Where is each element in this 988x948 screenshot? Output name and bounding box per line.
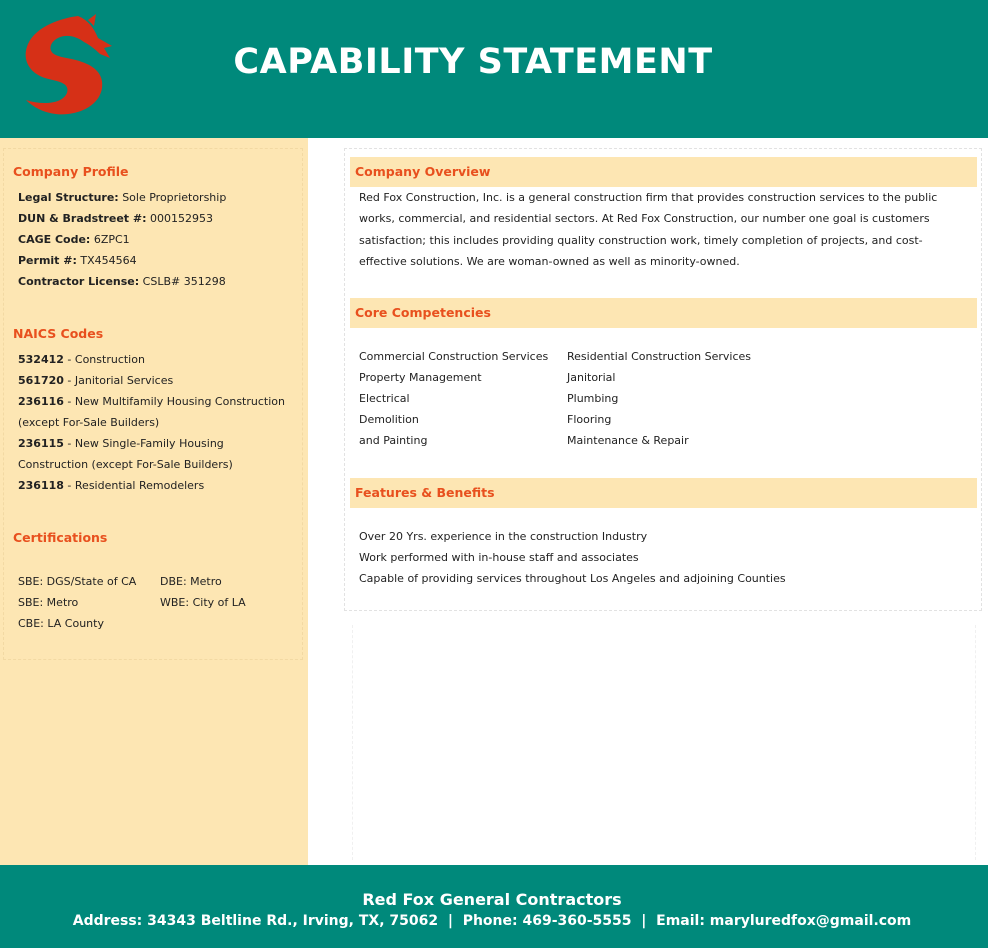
sidebar xyxy=(0,138,308,865)
competency-item: and Painting xyxy=(359,434,428,447)
page-footer xyxy=(0,865,988,948)
company-overview-section xyxy=(350,157,977,187)
naics-item: 236116 - New Multifamily Housing Construction (except For-Sale Builders) xyxy=(18,395,285,429)
footer-company-name: Red Fox General Contractors xyxy=(362,890,622,909)
empty-panel xyxy=(352,625,976,860)
certification-item: WBE: City of LA xyxy=(160,596,246,609)
profile-cage-code: CAGE Code: 6ZPC1 xyxy=(18,233,130,246)
competency-item: Commercial Construction Services xyxy=(359,350,549,363)
competency-item: Maintenance & Repair xyxy=(567,434,689,447)
profile-legal-structure: Legal Structure: Sole Proprietorship xyxy=(18,191,227,204)
features-benefits-section xyxy=(350,478,977,508)
page-header xyxy=(0,0,988,138)
features-benefits-heading: Features & Benefits xyxy=(355,485,495,500)
certifications-heading: Certifications xyxy=(13,530,108,545)
profile-contractor-license: Contractor License: CSLB# 351298 xyxy=(18,275,226,288)
company-overview-heading: Company Overview xyxy=(355,164,491,179)
naics-item: 236118 - Residential Remodelers xyxy=(18,479,205,492)
competency-item: Electrical xyxy=(359,392,410,405)
footer-contact-info: Address: 34343 Beltline Rd., Irving, TX, 75062 | Phone: 469-360-5555 | Email: maryluredfox@gmail.com xyxy=(72,913,912,929)
naics-item: 236115 - New Single-Family Housing Construction (except For-Sale Builders) xyxy=(18,437,233,471)
profile-duns: DUN & Bradstreet #: 000152953 xyxy=(18,212,213,225)
feature-item: Over 20 Yrs. experience in the construction Industry xyxy=(359,530,648,543)
feature-item: Capable of providing services throughout Los Angeles and adjoining Counties xyxy=(359,572,786,585)
naics-item: 561720 - Janitorial Services xyxy=(18,374,174,387)
competency-item: Plumbing xyxy=(567,392,619,405)
certification-item: CBE: LA County xyxy=(18,617,104,630)
page-title: CAPABILITY STATEMENT xyxy=(233,42,713,82)
certification-item: DBE: Metro xyxy=(160,575,222,588)
competency-item: Property Management xyxy=(359,371,482,384)
profile-permit: Permit #: TX454564 xyxy=(18,254,137,267)
naics-item: 532412 - Construction xyxy=(18,353,145,366)
competency-item: Janitorial xyxy=(567,371,616,384)
feature-item: Work performed with in-house staff and associates xyxy=(359,551,639,564)
core-competencies-section xyxy=(350,298,977,328)
company-profile-heading: Company Profile xyxy=(13,164,129,179)
core-competencies-heading: Core Competencies xyxy=(355,305,491,320)
naics-heading: NAICS Codes xyxy=(13,326,104,341)
certification-item: SBE: DGS/State of CA xyxy=(18,575,137,588)
competency-item: Flooring xyxy=(567,413,612,426)
company-overview-text: Red Fox Construction, Inc. is a general construction firm that provides construction services to the public works, commercial, and residential sectors. At Red Fox Construction, our number one goal is customers satisfaction; this includes providing quality construction work, timely completion of projects, and cost-effective solutions. We are woman-owned as well as minority-owned. xyxy=(359,191,938,268)
competency-item: Demolition xyxy=(359,413,419,426)
competency-item: Residential Construction Services xyxy=(567,350,752,363)
certification-item: SBE: Metro xyxy=(18,596,79,609)
